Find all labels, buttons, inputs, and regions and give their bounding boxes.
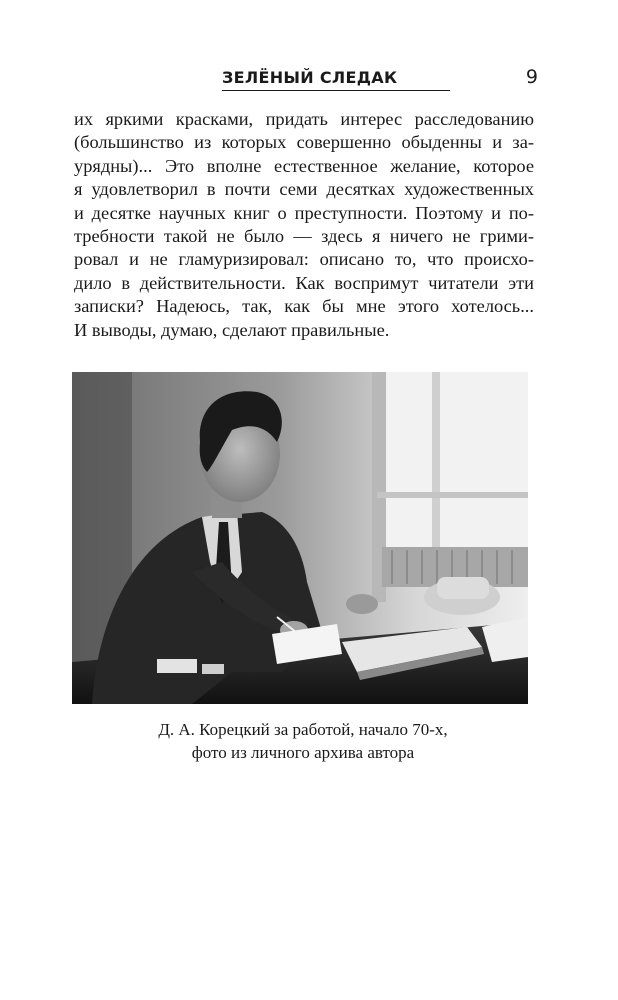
running-title: ЗЕЛЁНЫЙ СЛЕДАК [222,68,398,87]
text-line: (большинство из которых совершенно обыденны и за- [74,132,534,153]
page-number: 9 [525,66,538,88]
text-line: записки? Надеюсь, так, как бы мне этого хотелось... [74,296,534,317]
text-line: и десятке научных книг о преступности. Поэтому и по- [74,202,534,223]
photo-caption [72,718,534,764]
text-line: их яркими красками, придать интерес расследованию [74,109,534,129]
author-photo [72,372,528,704]
caption-line: Д. А. Корецкий за работой, начало 70-х, [158,720,448,739]
text-line: ровал и не гламуризировал: описано то, что происхо- [74,249,534,270]
text-line: требности такой не было — здесь я ничего не грими- [74,225,534,246]
text-line: урядны)... Это вполне естественное желание, которое [74,155,534,176]
caption-line: фото из личного архива автора [191,743,415,762]
text-line: дило в действительности. Как воспримут читатели эти [74,272,534,293]
text-line: я удовлетворил в почти семи десятках художественных [74,179,534,200]
running-head [72,68,538,92]
text-line: И выводы, думаю, сделают правильные. [74,319,390,340]
body-paragraph [74,108,534,342]
header-rule [222,90,450,91]
